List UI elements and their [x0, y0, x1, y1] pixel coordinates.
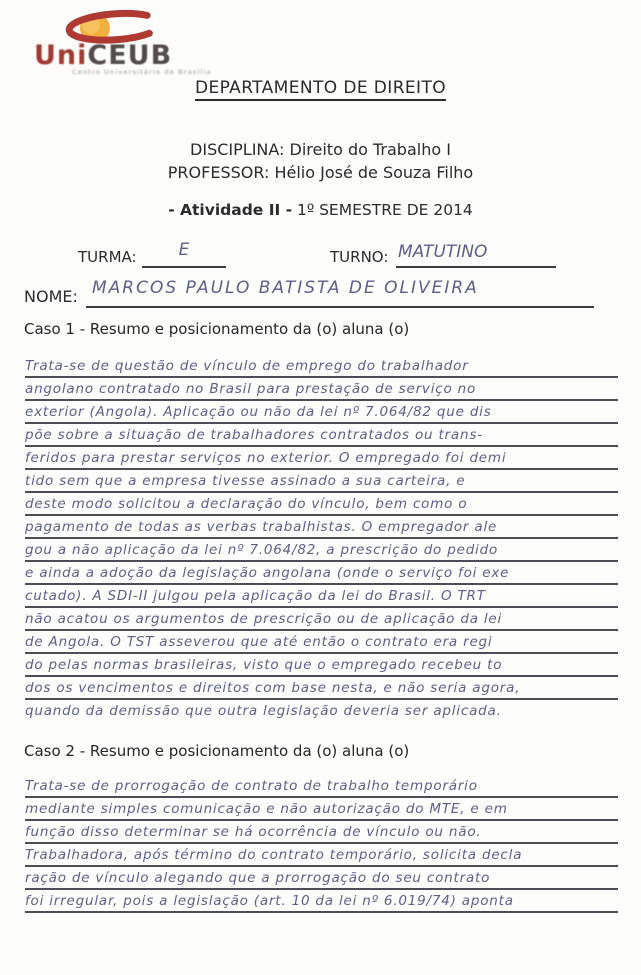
handwriting-line: de Angola. O TST asseverou que até então o contrato era regi: [25, 631, 618, 654]
handwriting-line: deste modo solicitou a declaração do vínculo, bem como o: [25, 493, 618, 516]
handwriting-line: dos os vencimentos e direitos com base nesta, e não seria agora,: [25, 677, 618, 700]
handwriting-line: angolano contratado no Brasil para prestação de serviço no: [25, 378, 618, 401]
activity-title: - Atividade II -: [168, 201, 293, 219]
turma-turno-row: [0, 240, 641, 270]
caso1-heading: Caso 1 - Resumo e posicionamento da (o) aluna (o): [24, 320, 410, 338]
turma-handwritten-value: E: [178, 240, 190, 260]
caso2-heading: Caso 2 - Resumo e posicionamento da (o) aluna (o): [24, 742, 410, 760]
brand-ceub: CEUB: [87, 40, 173, 71]
handwriting-line: gou a não aplicação da lei nº 7.064/82, a prescrição do pedido: [25, 539, 618, 562]
handwriting-line: ração de vínculo alegando que a prorrogação do seu contrato: [25, 867, 618, 890]
handwriting-line: feridos para prestar serviços no exterior. O empregado foi demi: [25, 447, 618, 470]
turma-label: TURMA:: [78, 248, 137, 266]
caso1-handwriting: [25, 355, 618, 723]
nome-label: NOME:: [24, 287, 78, 306]
handwriting-line: mediante simples comunicação e não autorização do MTE, e em: [25, 798, 618, 821]
handwriting-line: cutado). A SDI-II julgou pela aplicação da lei do Brasil. O TRT: [25, 585, 618, 608]
handwriting-line: Trabalhadora, após término do contrato temporário, solicita decla: [25, 844, 618, 867]
uniceub-logo: [28, 6, 228, 76]
handwriting-line: exterior (Angola). Aplicação ou não da lei nº 7.064/82 que dis: [25, 401, 618, 424]
turno-blank-line: [396, 266, 556, 268]
nome-row: [0, 278, 641, 312]
handwriting-line: Trata-se de questão de vínculo de emprego do trabalhador: [25, 355, 618, 378]
activity-line: [0, 201, 641, 219]
turno-label: TURNO:: [330, 248, 389, 266]
handwriting-line: põe sobre a situação de trabalhadores contratados ou trans-: [25, 424, 618, 447]
handwriting-line: do pelas normas brasileiras, visto que o empregado recebeu to: [25, 654, 618, 677]
handwriting-line: tido sem que a empresa tivesse assinado a sua carteira, e: [25, 470, 618, 493]
handwriting-line: foi irregular, pois a legislação (art. 10 da lei nº 6.019/74) aponta: [25, 890, 618, 913]
turma-blank-line: [142, 266, 226, 268]
caso2-handwriting: [25, 775, 618, 913]
nome-blank-line: [86, 306, 594, 308]
handwriting-line: pagamento de todas as verbas trabalhistas. O empregador ale: [25, 516, 618, 539]
brand-uni: Uni: [34, 40, 88, 71]
uniceub-wordmark: [34, 40, 172, 71]
activity-semester: 1º SEMESTRE DE 2014: [292, 201, 473, 219]
handwriting-line: e ainda a adoção da legislação angolana (onde o serviço foi exe: [25, 562, 618, 585]
discipline-line: DISCIPLINA: Direito do Trabalho I: [190, 140, 451, 159]
turno-handwritten-value: MATUTINO: [398, 242, 488, 262]
handwriting-line: não acatou os argumentos de prescrição ou de aplicação da lei: [25, 608, 618, 631]
department-title: DEPARTAMENTO DE DIREITO: [0, 78, 641, 98]
logo-tagline: Centro Universitário de Brasília: [72, 68, 212, 76]
handwriting-line: quando da demissão que outra legislação deveria ser aplicada.: [25, 703, 502, 719]
professor-line: PROFESSOR: Hélio José de Souza Filho: [167, 163, 474, 182]
handwriting-line: função disso determinar se há ocorrência de vínculo ou não.: [25, 821, 618, 844]
handwriting-line: Trata-se de prorrogação de contrato de trabalho temporário: [25, 775, 618, 798]
nome-handwritten-value: MARCOS PAULO BATISTA DE OLIVEIRA: [92, 278, 479, 298]
